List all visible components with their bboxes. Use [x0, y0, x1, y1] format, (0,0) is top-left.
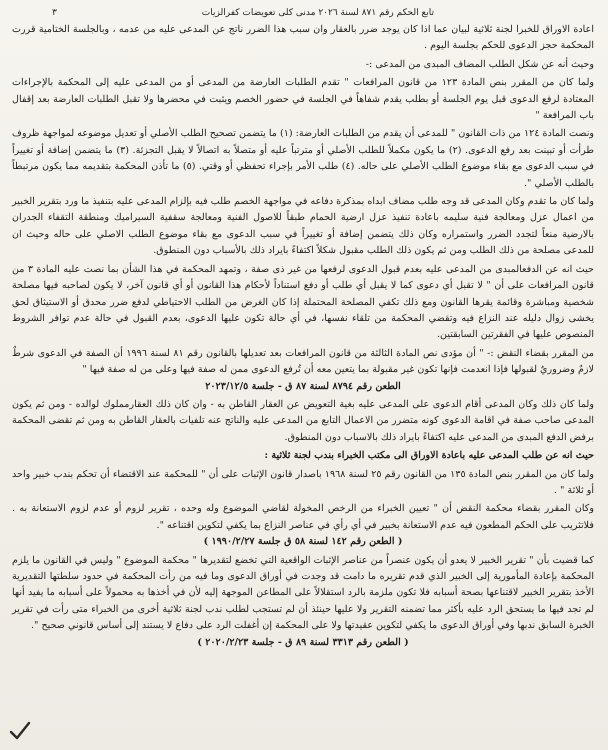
paragraph-cassation-standing: من المقرر بقضاء النقض :- " أن مؤدى نص المادة الثالثة من قانون المرافعات بعد تعديلها بالقانون رقم ٨١ لسنة ١٩٩٦ أن الصفة في الدعوى شرطٌ لازمٌ وضروريٌ لقبولها فإذا انعدمت فإنها تكون غير مقبولة بما يتعين معه أن تُرفع الدعوى ممن له صفة فيها وعلى من له صفة فيها " [12, 347, 594, 376]
citation-appeal-3313: ( الطعن رقم ٣٣١٣ لسنة ٨٩ ق - جلسة ٢٠٢٠/٢/٢٣ ) [197, 636, 409, 648]
paragraph-cassation-experts: وكان المقرر بقضاء محكمة النقض أن " تعيين الخبراء من الرخص المخولة لقاضي الموضوع وله وحده ، تقرير لزوم أو عدم لزوم الاستعانة به . فلاتثريب على الحكم المطعون فيه عدم الاستعانة بخبير في أي رأي في عناصر النزاع بما يكفي لتكوين اقتناعه ". [12, 503, 594, 531]
checkmark-icon [8, 720, 32, 742]
paragraph-committee-request: حيث انه عن طلب المدعى عليه باعادة الاوراق الى مكتب الخبراء بندب لجنة ثلاثية : [264, 450, 594, 462]
paragraph-article-123: ولما كان من المقرر بنص المادة ١٢٣ من قانون المرافعات " تقدم الطلبات العارضة من المدعى أو من المدعى عليه إلى المحكمة بالإجراءات المعتادة لرفع الدعوى قبل يوم الجلسة أو بطلب يقدم شفاهاً في الجلسة في حضور الخصم ويثبت في محضرها ولا تقبل الطلبات العارضة بعد إقفال باب المرافعة " [12, 77, 594, 122]
paragraph-expert-report-ruling: كما قضيت بأن " تقرير الخبير لا يعدو أن يكون عنصراً من عناصر الإثبات الواقعية التي تخضع لتقديرها " محكمة الموضوع " وليس في القانون ما يلزم المحكمة بإعادة المأمورية إلى الخبير الذي قدم تقريره ما دامت قد وجدت في أوراق الدعوى وما فيه من رأت المحكمة في حدود سلطتها التقديرية الأخذ بتقرير الخبير لاقتناعها بصحة أسبابه فلا تكون ملزمة بالرد استقلالاً على المطاعن الموجهة إليه لأن في أخذها به محمولاً على أسبابه ما يفيد أنها لم تجد فيها ما يستحق الرد عليه بأكثر مما تضمنه التقرير ولا عليها حينئذ أن لم تستجب لطلب ندب لجنة ثلاثية أخرى من الخبراء متى رأت في تقرير الخبرة السابق ندبها وفي أوراق الدعوى ما يكفي لتكوين عقيدتها ولا على المحكمة إن أغفلت الرد على دفاع لا يستند إلى أساس قانوني صحيح ". [12, 554, 594, 632]
paragraph-form-heading: وحيث أنه عن شكل الطلب المضاف المبدى من المدعى :- [365, 58, 594, 70]
paragraph-article-135: ولما كان من المقرر بنص المادة ١٣٥ من القانون رقم ٢٥ لسنة ١٩٦٨ باصدار قانون الإثبات على أن " للمحكمة عند الاقتضاء أن تحكم بندب خبير واحد أو ثلاثة " . [12, 468, 595, 496]
paragraph-expert-return: اعادة الاوراق للخبرا لجنة ثلاثية لبيان عما اذا كان يوجد ضرر بالعقار وان سبب هذا الضرر ناتج عن المدعى عليه من عدمه ، وبالجلسة الختامية قررت المحكمة حجز الدعوى للحكم بجلسة اليوم . [12, 24, 594, 52]
page-number: ٣ [52, 7, 57, 18]
paragraph-article-124: ونصت المادة ١٢٤ من ذات القانون " للمدعى أن يقدم من الطلبات العارضة: (١) ما يتضمن تصحيح الطلب الأصلي أو تعديل موضوعه لمواجهة ظروف طرأت أو تبينت بعد رفع الدعوى. (٢) ما يكون مكملاً للطلب الأصلي أو مترتباً عليه أو متصلاً به اتصالاً لا يقبل التجزئة. (٣) ما يتضمن إضافة أو تغييراً في سبب الدعوى مع بقاء موضوع الطلب الأصلي على حاله. (٤) طلب الأمر بإجراء تحفظي أو وقتي. (٥) ما تأذن المحكمة بتقديمه مما يكون مرتبطاً بالطلب الأصلي ". [12, 128, 595, 189]
paragraph-added-request: ولما كان ما تقدم وكان المدعى قد وجه طلب مضاف ابداه بمذكرة دفاعه في مواجهة الخصم طلب فيه بإلزام المدعى عليه بتنفيذ ما ورد بتقرير الخبير من اعمال عزل ومعالجة فنية سليمه باعادة تنفيذ عزل ارضية الحمام طبقاً للاصول الفنية ومعالجة سقفية السيراميك ومنطقة التقفاء الجدران بالارضية منعاً لتجدد الضرر واستمراره وكان ذلك يتضمن إضافة أو تغييراً في سبب الدعوى مع بقاء موضوع الطلب الاصلي على حاله وحيث ان للمدعى مصلحة من ذلك الطلب ومن ثم يكون ذلك الطلب مقبول شكلاً اكتفاءً بايراد ذلك بالأسباب دون المنطوق. [12, 196, 594, 257]
paragraph-standing-defense: حيث انه عن الدفعالمبدى من المدعى عليه بعدم قبول الدعوى لرفعها من غير ذى صفة ، وتمهد المحكمة في هذا الشأن بما نصت عليه المادة ٣ من قانون المرافعات على أن " لا تقبل أي دعوى كما لا يقبل أي طلب أو دفع استناداً لأحكام هذا القانون أو أي قانون آخر، لا يكون لصاحبه فيها مصلحة شخصية ومباشرة وقائمة يقرها القانون ومع ذلك تكفي المصلحة المحتملة إذا كان الغرض من الطلب الاحتياطي لدفع ضرر محدق أو الاستيثاق لحق يخشى زوال دليله عند النزاع فيه وتقضي المحكمة من تلقاء نفسها، في أي حالة تكون عليها الدعوى، بعدم القبول في حالة عدم توافر الشروط المنصوص عليها في الفقرتين السابقتين. [12, 263, 594, 341]
header-text: تابع الحكم رقم ٨٧١ لسنة ٢٠٢٦ مدنى كلى تعويضات كفرالزيات [201, 7, 434, 18]
page-header [12, 6, 594, 20]
paragraph-standing-conclusion: ولما كان ذلك وكان المدعى أقام الدعوى على المدعى عليه بغية التعويض عن العقار القاطن به - وان كان ذلك العقارمملوك لوالده - ومن ثم يكون المدعى صاحب صفة في اقامة الدعوى كونه متضرر من الاعمال التابع من المدعى عليه والناتج عنه تلفيات بالعقار القاطن به ومن ثم تقضى المحكمة برفض الدفع المبدى من المدعى عليه اكتفاءً بايراد ذلك بالاسباب دون المنطوق. [12, 398, 594, 443]
citation-appeal-142: ( الطعن رقم ١٤٢ لسنة ٥٨ ق جلسة ١٩٩٠/٢/٢٧ ) [203, 536, 403, 548]
citation-appeal-8794: الطعن رقم ٨٧٩٤ لسنة ٨٧ ق - جلسة ٢٠٢٣/١٢/٥ [205, 380, 401, 392]
